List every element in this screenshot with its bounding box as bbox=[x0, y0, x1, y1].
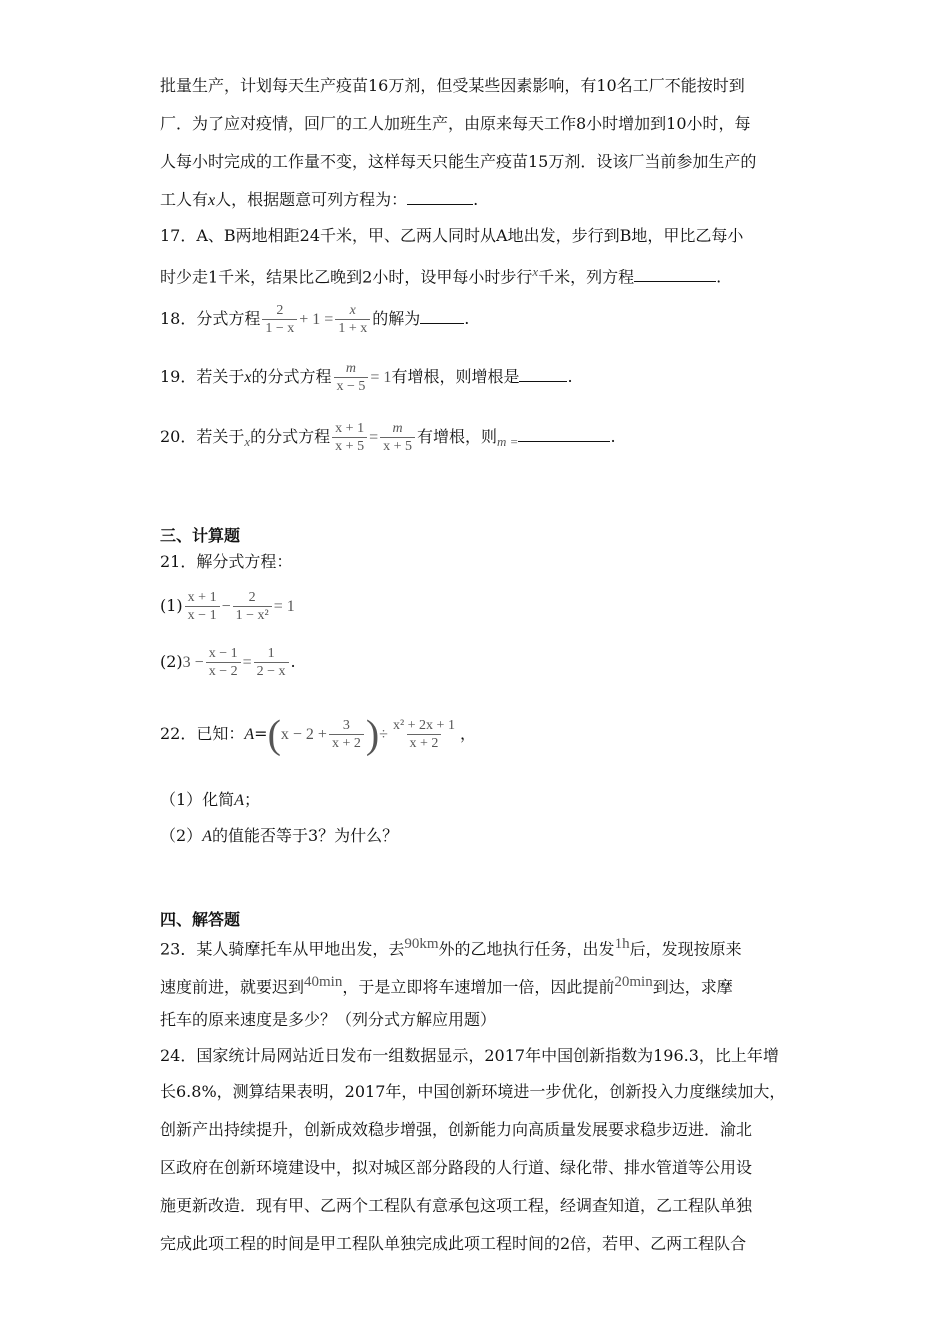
answer-blank[interactable] bbox=[518, 427, 610, 442]
q24-line-3: 创新产出持续提升，创新成效稳步增强，创新能力向高质量发展要求稳步迈进．渝北 bbox=[160, 1120, 753, 1139]
q23-line-3: 托车的原来速度是多少？（列分式方解应用题） bbox=[160, 1010, 497, 1029]
fraction: $\frac{\text{x² + 2x + 1}}{x + 2}$ bbox=[392, 718, 455, 751]
q21-title: 21．解分式方程： bbox=[160, 552, 293, 571]
section-4-title: 四、解答题 bbox=[160, 910, 241, 929]
q18-line: 18．分式方程 $\frac{2}{1 - x}$ + 1 = $\frac{x}{1 + x}$ 的解为 . bbox=[160, 303, 470, 336]
q24-line-2: 长6.8%，测算结果表明，2017年，中国创新环境进一步优化，创新投入力度继续加大， bbox=[160, 1082, 786, 1101]
q24-line-5: 施更新改造．现有甲、乙两个工程队有意承包这项工程，经调查知道，乙工程队单独 bbox=[160, 1196, 753, 1215]
answer-blank[interactable] bbox=[634, 267, 716, 282]
q16-line-3: 人每小时完成的工作量不变，这样每天只能生产疫苗15万剂．设该厂当前参加生产的 bbox=[160, 152, 757, 171]
fraction: $\frac{x - 1}{x - 2}$ bbox=[206, 645, 241, 680]
q22-sub-1: （1）化简A； bbox=[160, 790, 260, 809]
fraction: $\frac{m}{x + 5}$ bbox=[380, 420, 415, 455]
q22-sub-2: （2）A的值能否等于3？为什么？ bbox=[160, 826, 399, 845]
fraction: $\frac{m}{x - 5}$ bbox=[334, 360, 369, 395]
q23-line-1: 23．某人骑摩托车从甲地出发，去90km外的乙地执行任务，出发1h后，发现按原来 bbox=[160, 936, 742, 959]
fraction: $\frac{2}{1 - x}$ bbox=[262, 302, 297, 337]
answer-blank[interactable] bbox=[420, 309, 464, 324]
fraction: $\frac{x}{1 + x}$ bbox=[335, 302, 370, 337]
q22-line: 22．已知：A=(x − 2 + $\frac{3}{x + 2}$ )÷ $\frac{\text{x² + 2x + 1}}{x + 2}$ ， bbox=[160, 711, 476, 757]
answer-blank[interactable] bbox=[519, 367, 567, 382]
fraction: $\frac{3}{x + 2}$ bbox=[329, 717, 364, 752]
q19-line: 19．若关于x的分式方程 $\frac{m}{x - 5}$ = 1有增根，则增根是 . bbox=[160, 361, 573, 394]
q21-part-2: (2)3 − $\frac{x - 1}{x - 2}$ = $\frac{1}{2 - x}$ . bbox=[160, 646, 296, 679]
q16-line-1: 批量生产，计划每天生产疫苗16万剂，但受某些因素影响，有10名工厂不能按时到 bbox=[160, 76, 745, 95]
fraction: $\frac{1}{2 - x}$ bbox=[254, 645, 289, 680]
q24-line-6: 完成此项工程的时间是甲工程队单独完成此项工程时间的2倍，若甲、乙两工程队合 bbox=[160, 1234, 747, 1253]
section-3-title: 三、计算题 bbox=[160, 526, 241, 545]
answer-blank[interactable] bbox=[407, 190, 473, 205]
fraction: $\frac{x + 1}{x - 1}$ bbox=[185, 589, 220, 624]
q20-line: 20．若关于$_x$的分式方程 $\frac{x + 1}{x + 5}$ = $\frac{m}{x + 5}$ 有增根，则$_{m =}$ . bbox=[160, 421, 616, 454]
q17-line-2: 时少走1千米，结果比乙晚到2小时，设甲每小时步行$^x$千米，列方程 . bbox=[160, 264, 722, 287]
fraction: $\frac{2}{\text{1 − x²}}$ bbox=[233, 589, 272, 624]
q21-part-1: (1) $\frac{x + 1}{x - 1}$ − $\frac{2}{\text{1 − x²}}$ = 1 bbox=[160, 590, 295, 623]
q24-line-1: 24．国家统计局网站近日发布一组数据显示，2017年中国创新指数为196.3，比上年增 bbox=[160, 1046, 779, 1065]
q24-line-4: 区政府在创新环境建设中，拟对城区部分路段的人行道、绿化带、排水管道等公用设 bbox=[160, 1158, 753, 1177]
q16-line-4: 工人有x人，根据题意可列方程为： . bbox=[160, 190, 479, 209]
fraction: $\frac{x + 1}{x + 5}$ bbox=[332, 420, 367, 455]
q16-line-2: 厂．为了应对疫情，回厂的工人加班生产，由原来每天工作8小时增加到10小时，每 bbox=[160, 114, 751, 133]
q17-line-1: 17．A、B两地相距24千米，甲、乙两人同时从A地出发，步行到B地，甲比乙每小 bbox=[160, 226, 744, 245]
q23-line-2: 速度前进，就要迟到40min，于是立即将车速增加一倍，因此提前20min到达，求摩 bbox=[160, 974, 733, 997]
